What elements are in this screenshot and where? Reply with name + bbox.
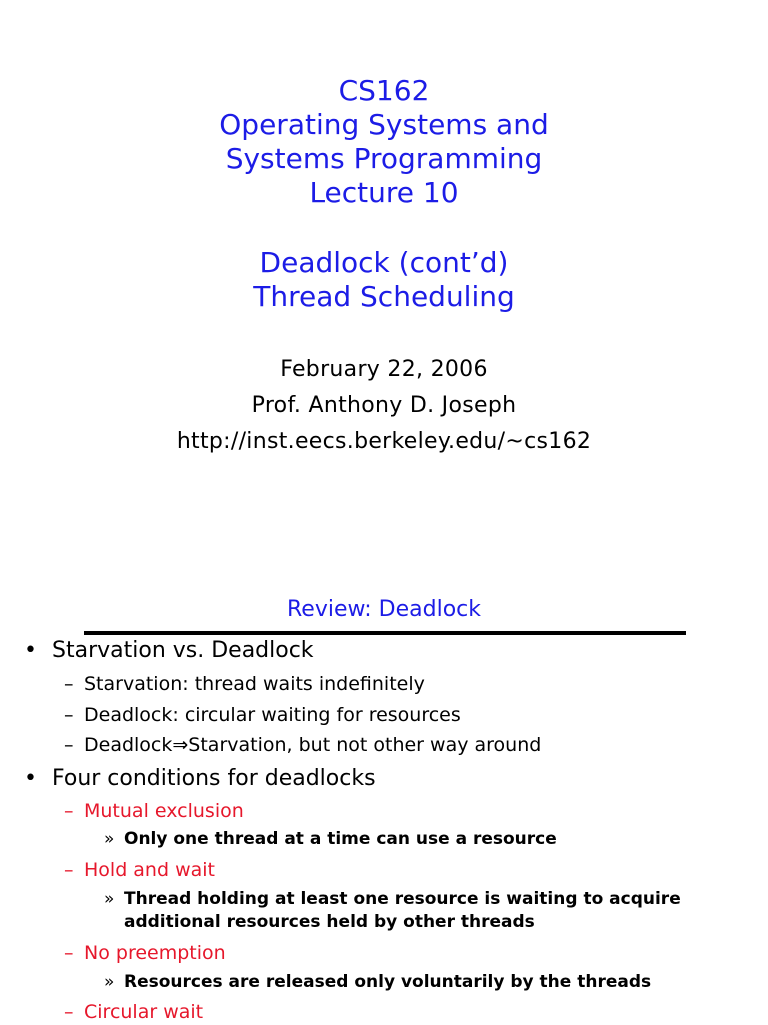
condition-hold-and-wait: [64, 857, 215, 883]
condition-name: Mutual exclusion: [84, 800, 244, 822]
lecture-info: [0, 352, 768, 460]
topic-line-2: Thread Scheduling: [253, 280, 515, 313]
dash-icon: –: [64, 942, 74, 964]
lecture-date: February 22, 2006: [280, 357, 488, 382]
review-slide: [0, 580, 768, 1024]
title-divider: [84, 631, 686, 635]
bullet-text: Starvation vs. Deadlock: [52, 638, 314, 663]
course-url: http://inst.eecs.berkeley.edu/~cs162: [176, 429, 592, 454]
course-code: CS162: [338, 74, 430, 107]
condition-no-preemption: [64, 940, 226, 966]
sub-bullet-icon: »: [104, 972, 115, 992]
condition-detail-no-preemption: [104, 971, 651, 994]
sub-bullet-icon: »: [104, 829, 115, 849]
condition-detail-hold-and-wait: [104, 888, 681, 934]
sub-item-text: Deadlock⇒Starvation, but not other way around: [84, 734, 542, 756]
dash-icon: –: [64, 673, 74, 695]
detail-text: Resources are released only voluntarily by the threads: [124, 972, 652, 992]
topic-line-1: Deadlock (cont’d): [259, 246, 509, 279]
bullet-text: Four conditions for deadlocks: [52, 766, 376, 791]
slide-title: Review: Deadlock: [286, 597, 482, 622]
bullet-four-conditions: [24, 765, 376, 793]
condition-name: Circular wait: [84, 1001, 204, 1023]
course-name-line-1: Operating Systems and: [219, 108, 549, 141]
dash-icon: –: [64, 734, 74, 756]
dash-icon: –: [64, 1001, 74, 1023]
detail-text: Only one thread at a time can use a resource: [124, 829, 557, 849]
bullet-starvation-vs-deadlock: [24, 637, 314, 665]
condition-mutual-exclusion: [64, 798, 244, 824]
lecture-title: [0, 74, 768, 314]
bullet-icon: •: [24, 766, 37, 791]
dash-icon: –: [64, 859, 74, 881]
sub-item-starvation: [64, 671, 425, 697]
sub-item-deadlock: [64, 702, 461, 728]
dash-icon: –: [64, 800, 74, 822]
dash-icon: –: [64, 704, 74, 726]
condition-name: No preemption: [84, 942, 226, 964]
lecture-author: Prof. Anthony D. Joseph: [251, 393, 517, 418]
course-name-line-2: Systems Programming: [225, 142, 543, 175]
detail-text: Thread holding at least one resource is waiting to acquire: [124, 889, 681, 909]
sub-item-text: Deadlock: circular waiting for resources: [84, 704, 461, 726]
lecture-number: Lecture 10: [309, 176, 459, 209]
sub-item-implication: [64, 732, 541, 758]
sub-item-text: Starvation: thread waits indefinitely: [84, 673, 425, 695]
detail-text-continued: additional resources held by other threads: [124, 912, 535, 932]
condition-circular-wait: [64, 999, 203, 1025]
bullet-icon: •: [24, 638, 37, 663]
sub-bullet-icon: »: [104, 889, 115, 909]
condition-name: Hold and wait: [84, 859, 215, 881]
condition-detail-mutual-exclusion: [104, 828, 557, 851]
